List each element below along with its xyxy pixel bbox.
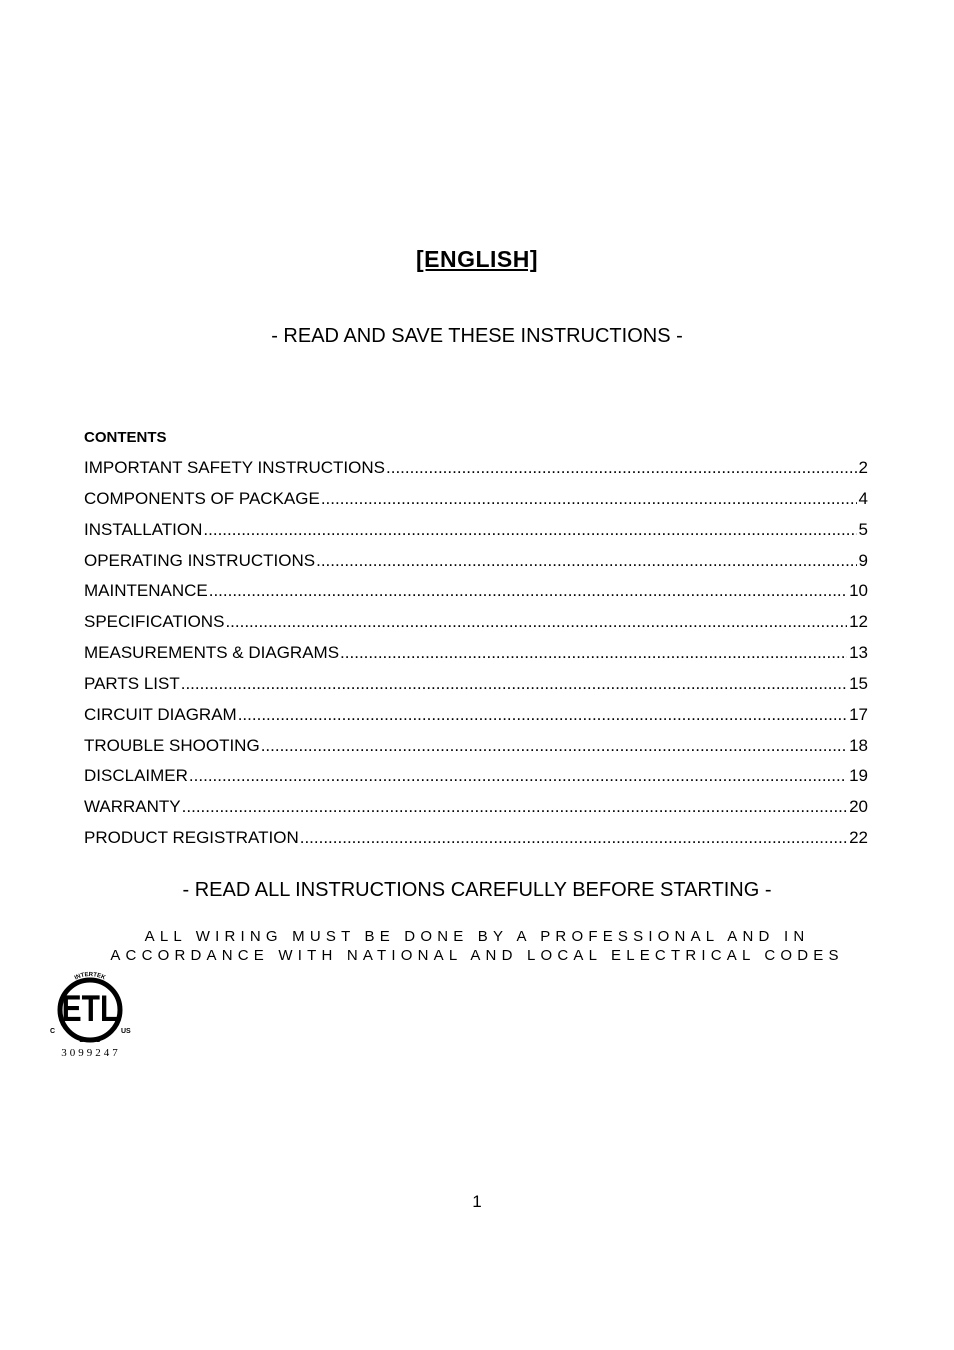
toc-leader xyxy=(386,456,857,480)
toc-leader xyxy=(182,795,847,819)
toc-item-label: SPECIFICATIONS xyxy=(84,612,225,632)
toc-item xyxy=(84,579,868,610)
toc-leader xyxy=(225,610,847,634)
toc-item-label: WARRANTY xyxy=(84,797,181,817)
toc-item-page: 19 xyxy=(849,766,868,786)
toc-item xyxy=(84,826,868,857)
toc-item-label: MAINTENANCE xyxy=(84,581,208,601)
toc-item-page: 18 xyxy=(849,735,868,755)
toc-leader xyxy=(238,703,847,727)
toc-item xyxy=(84,456,868,487)
toc-item xyxy=(84,795,868,826)
toc-item-label: INSTALLATION xyxy=(84,519,203,539)
contents-heading: CONTENTS xyxy=(84,429,167,446)
toc-item-page: 10 xyxy=(849,581,868,601)
toc-leader xyxy=(340,641,847,665)
toc-item xyxy=(84,764,868,795)
toc-item-label: OPERATING INSTRUCTIONS xyxy=(84,550,316,570)
toc-leader xyxy=(209,579,847,603)
etl-listed-mark-icon xyxy=(44,970,136,1062)
toc-item-page: 4 xyxy=(858,488,868,508)
etl-top-text: INTERTEK xyxy=(73,971,107,982)
toc-item-page: 13 xyxy=(849,643,868,663)
etl-bottom-text: LISTED xyxy=(79,1038,101,1044)
table-of-contents xyxy=(84,456,868,857)
toc-item-label: PRODUCT REGISTRATION xyxy=(84,828,299,848)
toc-item xyxy=(84,549,868,580)
toc-item-label: DISCLAIMER xyxy=(84,766,188,786)
wiring-notice xyxy=(0,927,954,965)
toc-item xyxy=(84,703,868,734)
toc-item-page: 15 xyxy=(849,673,868,693)
toc-item xyxy=(84,734,868,765)
toc-leader xyxy=(203,518,856,542)
toc-item-label: MEASUREMENTS & DIAGRAMS xyxy=(84,643,340,663)
wiring-notice-line: ACCORDANCE WITH NATIONAL AND LOCAL ELECTRICAL CODES xyxy=(110,947,844,964)
toc-item-page: 12 xyxy=(849,612,868,632)
read-all-notice: - READ ALL INSTRUCTIONS CAREFULLY BEFORE STARTING - xyxy=(182,879,772,901)
toc-leader xyxy=(261,734,847,758)
toc-item xyxy=(84,518,868,549)
etl-mark-text: ETL xyxy=(61,988,119,1031)
read-save-notice: - READ AND SAVE THESE INSTRUCTIONS - xyxy=(271,325,683,347)
toc-item-label: CIRCUIT DIAGRAM xyxy=(84,704,237,724)
toc-item xyxy=(84,487,868,518)
toc-leader xyxy=(181,672,847,696)
etl-left-text: C xyxy=(50,1028,56,1035)
language-heading: [ENGLISH] xyxy=(415,246,539,272)
toc-item-page: 9 xyxy=(858,550,868,570)
toc-item-label: PARTS LIST xyxy=(84,673,180,693)
wiring-notice-line: ALL WIRING MUST BE DONE BY A PROFESSIONAL AND IN xyxy=(144,928,810,945)
toc-item-page: 22 xyxy=(849,828,868,848)
toc-item-page: 17 xyxy=(849,704,868,724)
toc-leader xyxy=(300,826,847,850)
toc-leader xyxy=(189,764,847,788)
toc-item-label: IMPORTANT SAFETY INSTRUCTIONS xyxy=(84,458,385,477)
toc-item xyxy=(84,610,868,641)
toc-item-label: TROUBLE SHOOTING xyxy=(84,735,260,755)
toc-item xyxy=(84,672,868,703)
etl-certificate-number: 3099247 xyxy=(61,1047,121,1059)
toc-item-page: 5 xyxy=(858,519,868,539)
toc-leader xyxy=(316,549,856,573)
etl-right-text: US xyxy=(121,1028,131,1035)
toc-item xyxy=(84,641,868,672)
toc-item-page: 2 xyxy=(858,458,868,477)
page-number: 1 xyxy=(472,1192,482,1211)
toc-item-page: 20 xyxy=(849,797,868,817)
toc-leader xyxy=(321,487,857,511)
toc-item-label: COMPONENTS OF PACKAGE xyxy=(84,488,320,508)
